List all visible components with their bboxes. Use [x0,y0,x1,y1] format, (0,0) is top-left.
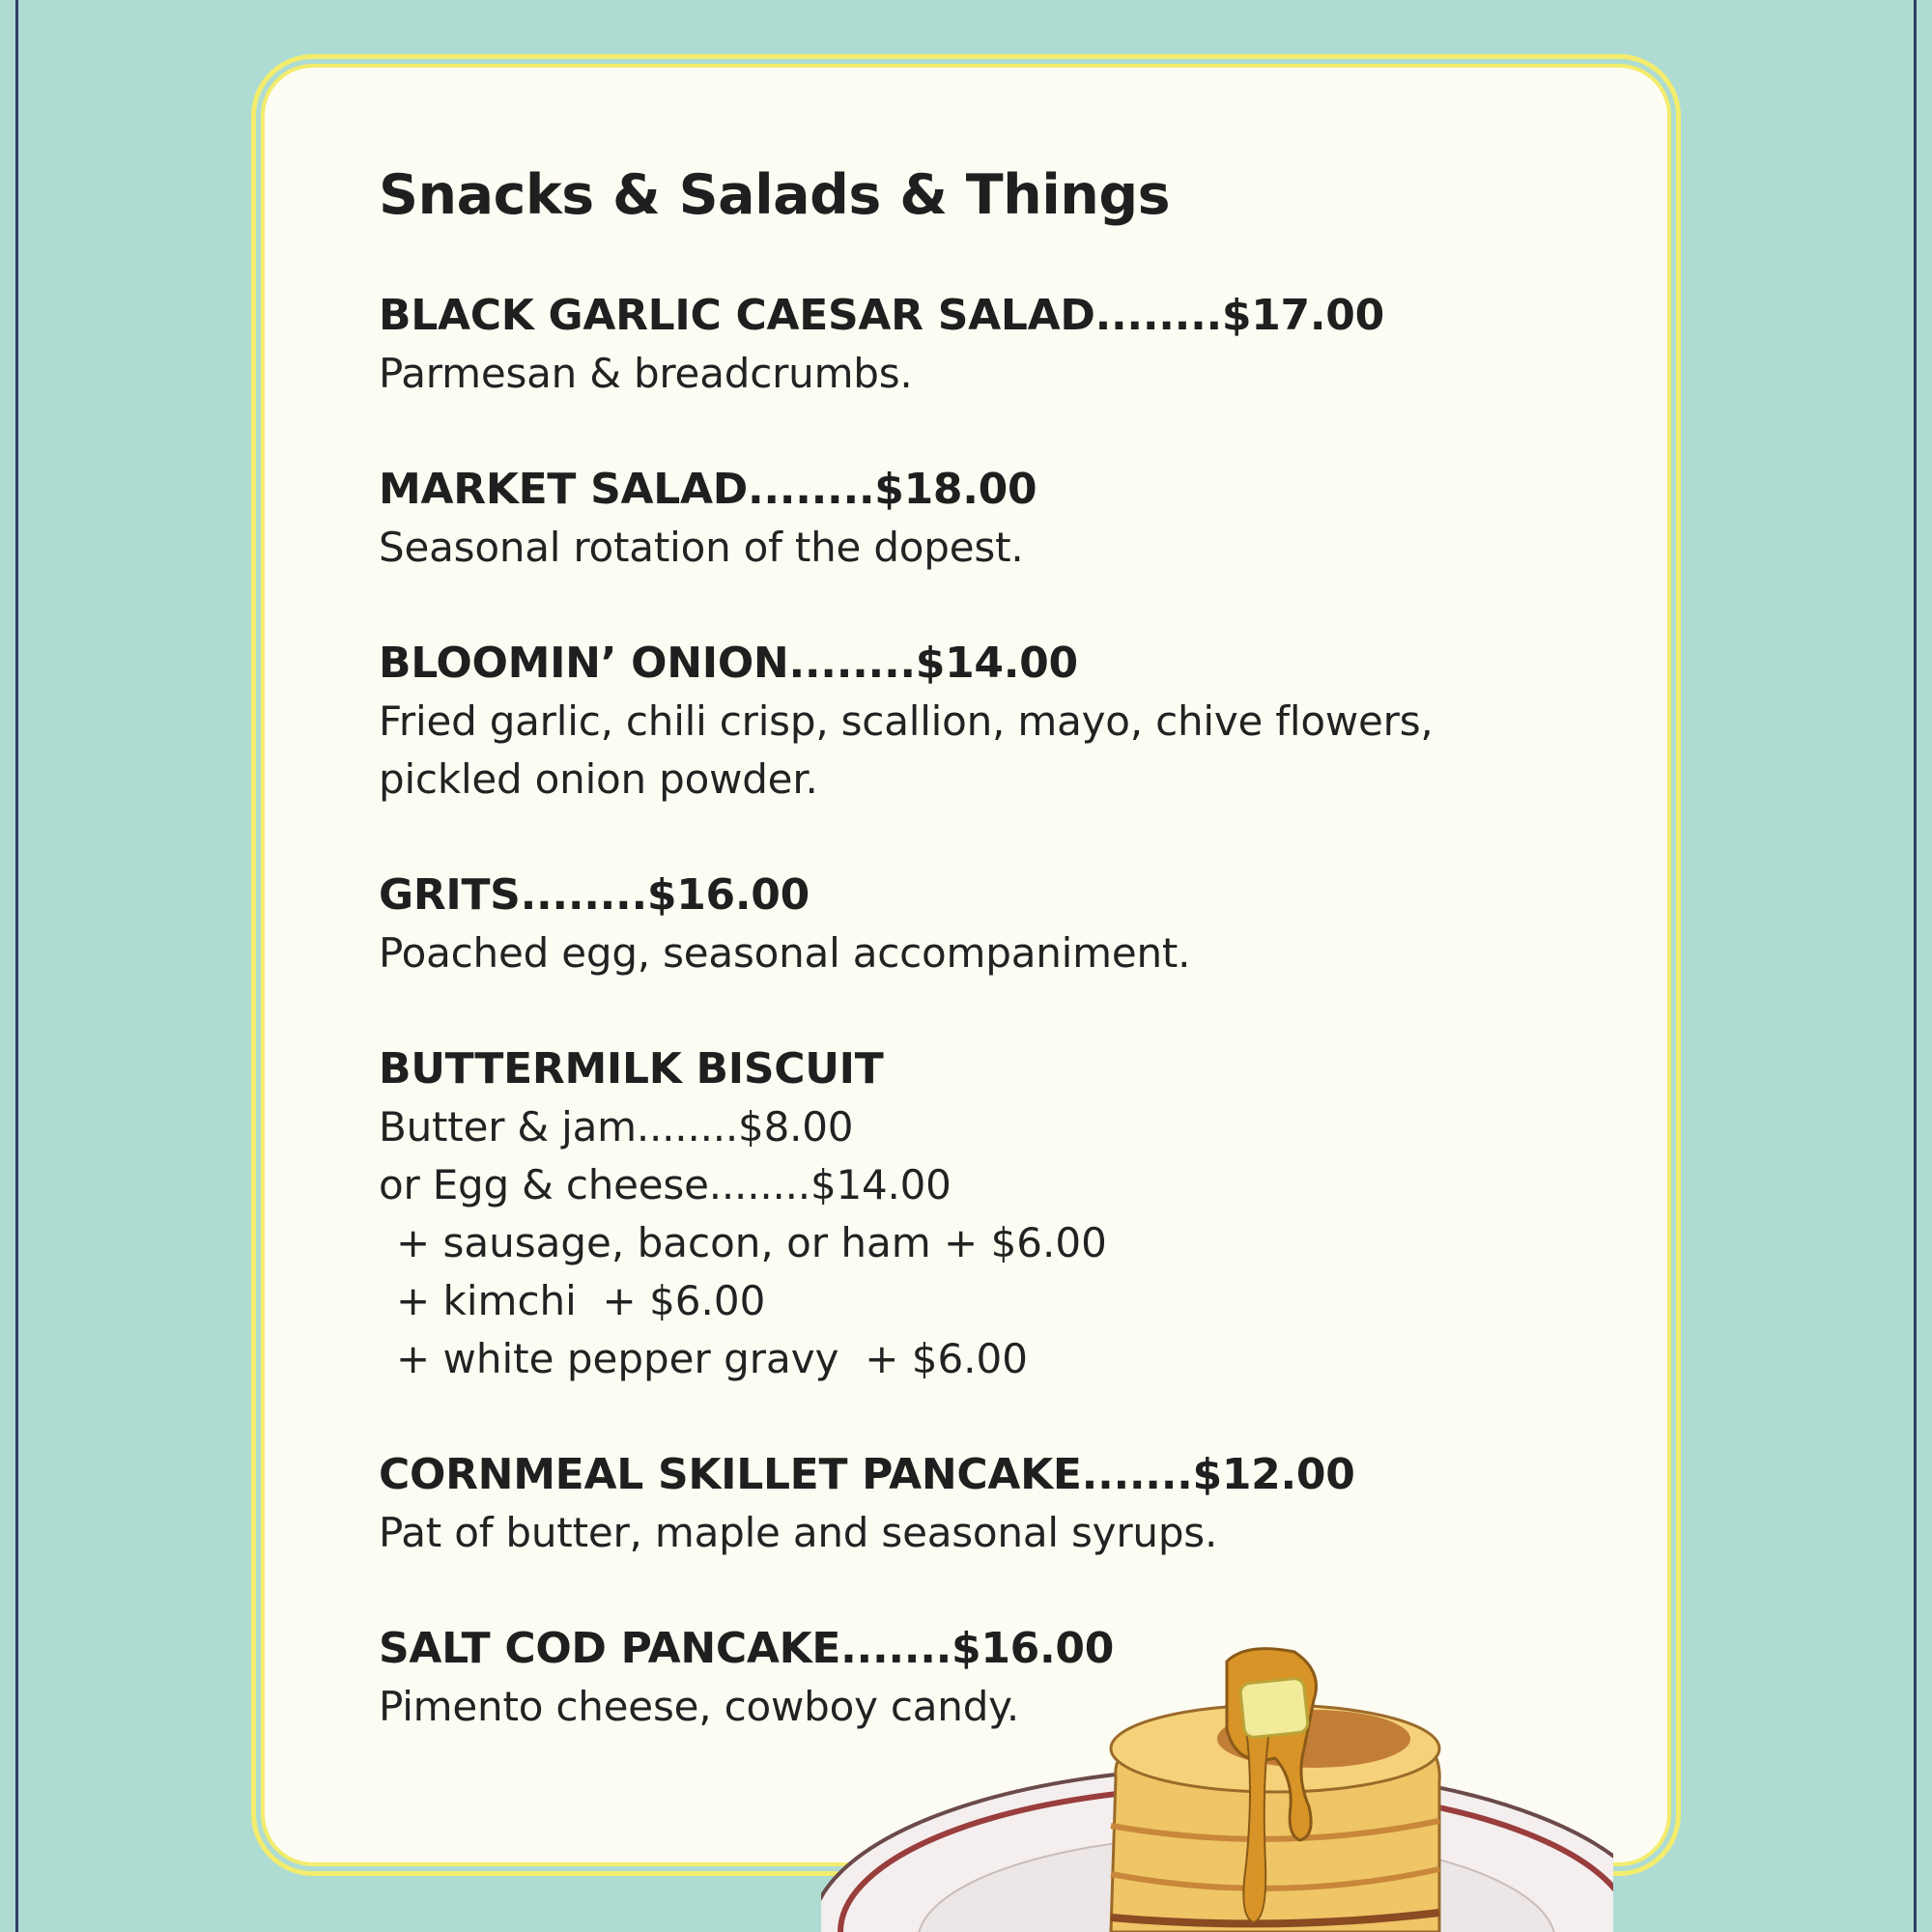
menu-item-title: CORNMEAL SKILLET PANCAKE.......$12.00 [379,1450,1355,1499]
menu-item-title: BLOOMIN’ ONION........$14.00 [379,639,1078,688]
menu-item-title: MARKET SALAD........$18.00 [379,465,1037,514]
menu-item-title: BLACK GARLIC CAESAR SALAD........$17.00 [379,291,1384,340]
menu-item-title: GRITS........$16.00 [379,870,810,920]
menu-item-description: Seasonal rotation of the dopest. [379,524,1024,571]
menu-item-addon: + white pepper gravy + $6.00 [396,1335,1028,1382]
menu-item-description-line: pickled onion powder. [379,755,818,803]
menu-item-cornmeal-pancake [379,1446,1586,1562]
right-frame-line [1914,0,1917,1932]
menu-item-bloomin-onion [379,635,1586,809]
menu-item-addon: + sausage, bacon, or ham + $6.00 [396,1219,1107,1266]
pancake-stack-icon [821,1642,1613,1932]
menu-item-grits [379,867,1586,982]
menu-item-buttermilk-biscuit [379,1040,1586,1388]
menu-item-description: Pimento cheese, cowboy candy. [379,1683,1020,1730]
menu-item-description: Parmesan & breadcrumbs. [379,350,913,397]
menu-item-option: or Egg & cheese........$14.00 [379,1161,952,1208]
menu-item-addon: + kimchi + $6.00 [396,1277,766,1324]
menu-item-description: Poached egg, seasonal accompaniment. [379,929,1191,977]
left-frame-line [15,0,18,1932]
menu-item-option: Butter & jam........$8.00 [379,1103,854,1151]
menu-item-title: SALT COD PANCAKE.......$16.00 [379,1624,1115,1673]
menu-item-title: BUTTERMILK BISCUIT [379,1044,884,1094]
menu-section-heading: Snacks & Salads & Things [379,163,1171,227]
menu-item-market-salad [379,461,1586,577]
menu-item-description: Pat of butter, maple and seasonal syrups. [379,1509,1218,1556]
menu-item-description-line: Fried garlic, chili crisp, scallion, mayo, chive flowers, [379,697,1434,745]
menu-item-caesar-salad [379,287,1586,403]
